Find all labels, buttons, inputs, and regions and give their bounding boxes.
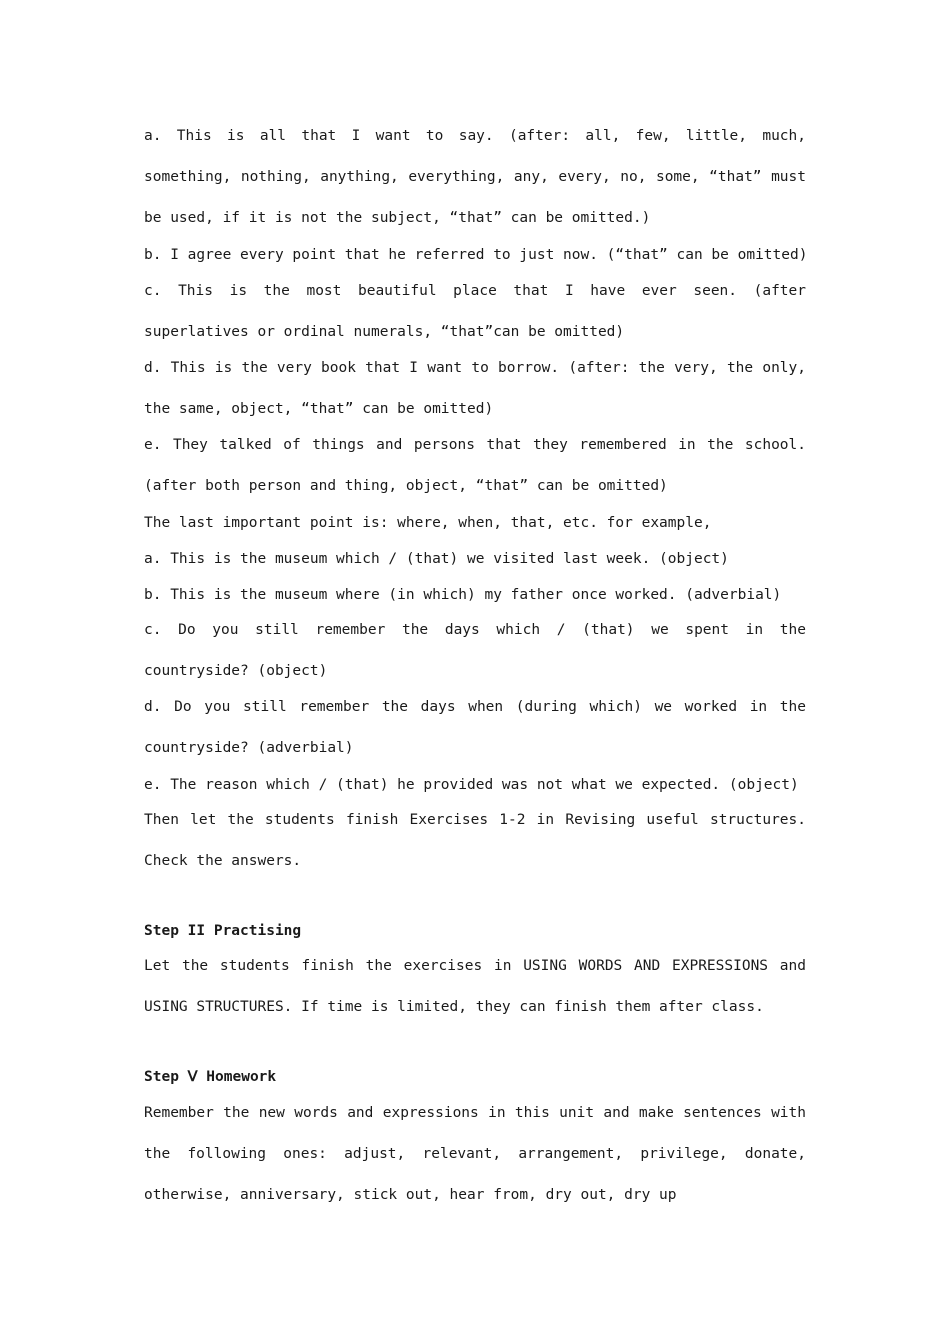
paragraph-relative-that-superlative: c. This is the most beautiful place that I have ever seen. (after superlatives or ordinal numerals, “that”can be omitted) bbox=[144, 283, 806, 340]
heading-step-v: Step Ⅴ Homework bbox=[144, 1069, 277, 1085]
paragraph-relative-that-all: a. This is all that I want to say. (after: all, few, little, much, something, nothing, anything, everything, any, every, no, some, “that” must be used, if it is not the subject, “that” can be omitted.) bbox=[144, 128, 806, 226]
paragraph-step-v-body: Remember the new words and expressions in this unit and make sentences with the following ones: adjust, relevant, arrangement, privilege, donate, otherwise, anniversary, stick out, hear from, dry out, dry up bbox=[144, 1105, 806, 1203]
paragraph-step-ii-body: Let the students finish the exercises in USING WORDS AND EXPRESSIONS and USING STRUCTURES. If time is limited, they can finish them after class. bbox=[144, 958, 806, 1015]
paragraph-museum-which: a. This is the museum which / (that) we visited last week. (object) bbox=[144, 551, 729, 567]
paragraph-reason-which: e. The reason which / (that) he provided was not what we expected. (object) bbox=[144, 777, 799, 793]
paragraph-last-important-point: The last important point is: where, when, that, etc. for example, bbox=[144, 515, 712, 531]
paragraph-days-which: c. Do you still remember the days which / (that) we spent in the countryside? (object) bbox=[144, 622, 806, 679]
heading-step-ii: Step II Practising bbox=[144, 923, 302, 939]
paragraph-exercises-instruction: Then let the students finish Exercises 1-2 in Revising useful structures. Check the answers. bbox=[144, 812, 806, 869]
paragraph-days-when: d. Do you still remember the days when (during which) we worked in the countryside? (adverbial) bbox=[144, 699, 806, 756]
paragraph-relative-that-person-thing: e. They talked of things and persons that they remembered in the school. (after both person and thing, object, “that” can be omitted) bbox=[144, 437, 806, 494]
paragraph-relative-that-very: d. This is the very book that I want to borrow. (after: the very, the only, the same, object, “that” can be omitted) bbox=[144, 360, 806, 417]
paragraph-relative-that-agree: b. I agree every point that he referred to just now. (“that” can be omitted) bbox=[144, 247, 808, 263]
paragraph-museum-where: b. This is the museum where (in which) my father once worked. (adverbial) bbox=[144, 587, 782, 603]
